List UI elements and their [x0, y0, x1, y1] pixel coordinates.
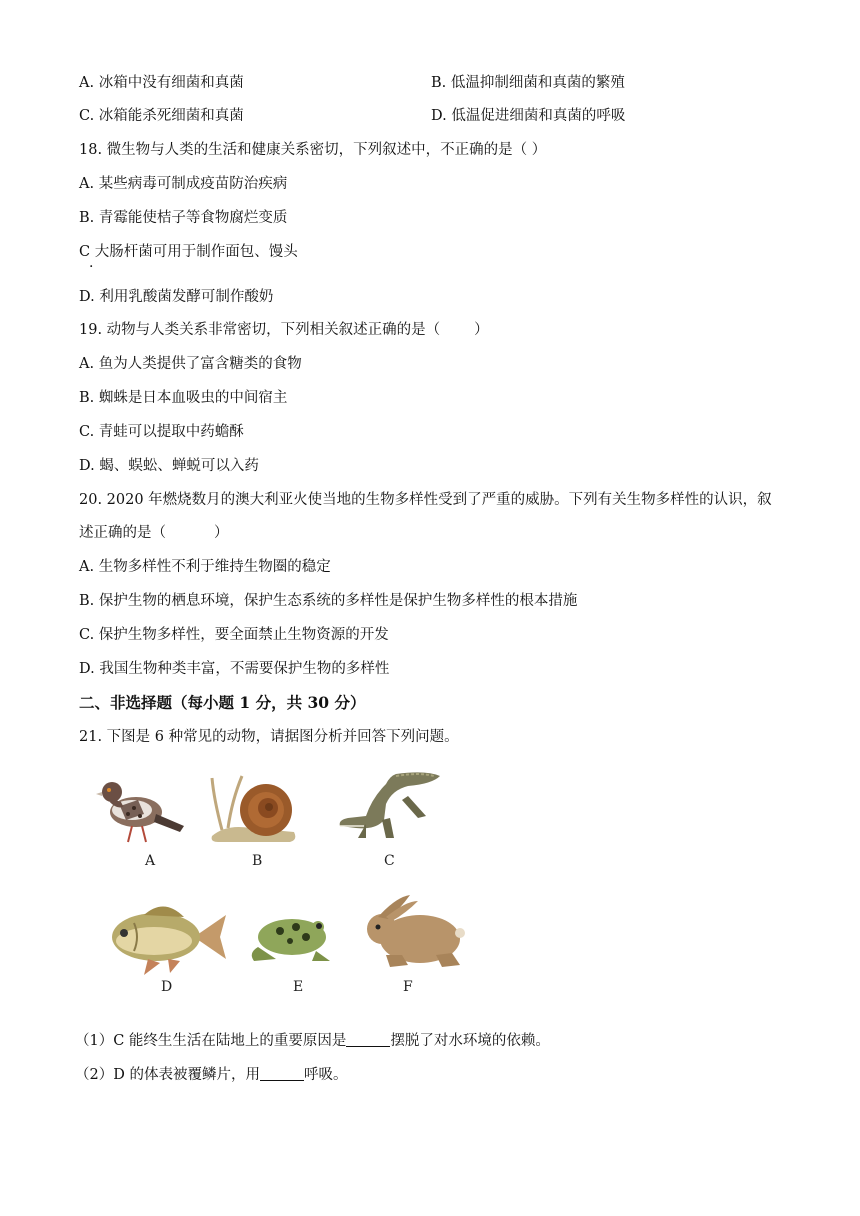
option-c-dot: ·	[89, 259, 94, 275]
q21-sub2-text-a: （2）D 的体表被覆鳞片，用	[75, 1067, 260, 1083]
pigeon-icon	[92, 770, 188, 850]
q21-sub1-text-b: 摆脱了对水环境的依赖。	[390, 1033, 550, 1049]
q20-option-a: A. 生物多样性不利于维持生物圈的稳定	[79, 559, 331, 575]
q20-option-b: B. 保护生物的栖息环境，保护生态系统的多样性是保护生物多样性的根本措施	[79, 593, 578, 609]
label-b: B	[252, 853, 263, 869]
q21-stem: 21. 下图是 6 种常见的动物，请据图分析并回答下列问题。	[79, 729, 459, 745]
q19-option-a: A. 鱼为人类提供了富含糖类的食物	[79, 356, 302, 372]
q17-option-a: A. 冰箱中没有细菌和真菌	[79, 75, 244, 91]
q19-stem-close: ）	[474, 322, 489, 338]
q20-stem-line2	[79, 523, 229, 543]
answer-blank-2[interactable]	[260, 1066, 304, 1081]
snail-icon	[206, 770, 302, 850]
label-f: F	[403, 979, 413, 995]
q21-sub1	[75, 1031, 550, 1051]
q19-option-b: B. 蜘蛛是日本血吸虫的中间宿主	[79, 390, 288, 406]
q17-option-b: B. 低温抑制细菌和真菌的繁殖	[431, 75, 625, 91]
q20-stem-line1: 20. 2020 年燃烧数月的澳大利亚火使当地的生物多样性受到了严重的威胁。下列有关生物多样性的认识，叙	[79, 492, 772, 508]
crocodile-icon	[336, 768, 444, 850]
q17-option-c: C. 冰箱能杀死细菌和真菌	[79, 108, 244, 124]
label-c: C	[384, 853, 395, 869]
q17-option-d: D. 低温促进细菌和真菌的呼吸	[431, 108, 626, 124]
section-title: 二、非选择题（每小题 1 分，共 30 分）	[79, 693, 366, 712]
q20-stem-text: 述正确的是（	[79, 525, 166, 541]
frog-icon	[246, 903, 342, 967]
q19-stem	[79, 320, 489, 340]
q18-stem: 18. 微生物与人类的生活和健康关系密切，下列叙述中，不正确的是（ ）	[79, 142, 547, 158]
q20-option-c: C. 保护生物多样性，要全面禁止生物资源的开发	[79, 627, 389, 643]
answer-blank-1[interactable]	[346, 1032, 390, 1047]
q18-option-c: C 大肠杆菌可用于制作面包、馒头	[79, 244, 298, 260]
q20-option-d: D. 我国生物种类丰富，不需要保护生物的多样性	[79, 661, 390, 677]
q18-option-d: D. 利用乳酸菌发酵可制作酸奶	[79, 289, 274, 305]
q19-option-d: D. 蝎、蜈蚣、蝉蜕可以入药	[79, 458, 259, 474]
label-e: E	[293, 979, 304, 995]
label-d: D	[161, 979, 173, 995]
q21-sub2-text-b: 呼吸。	[303, 1067, 348, 1083]
rabbit-icon	[356, 893, 468, 973]
q18-option-b: B. 青霉能使桔子等食物腐烂变质	[79, 210, 288, 226]
fish-icon	[104, 893, 228, 979]
q18-option-a: A. 某些病毒可制成疫苗防治疾病	[79, 176, 288, 192]
q21-sub1-text-a: （1）C 能终生生活在陆地上的重要原因是	[75, 1033, 347, 1049]
q20-stem-close: ）	[214, 525, 229, 541]
q19-option-c: C. 青蛙可以提取中药蟾酥	[79, 424, 244, 440]
label-a: A	[145, 853, 156, 869]
q19-stem-text: 19. 动物与人类关系非常密切，下列相关叙述正确的是（	[79, 322, 441, 338]
q21-sub2	[75, 1065, 347, 1085]
